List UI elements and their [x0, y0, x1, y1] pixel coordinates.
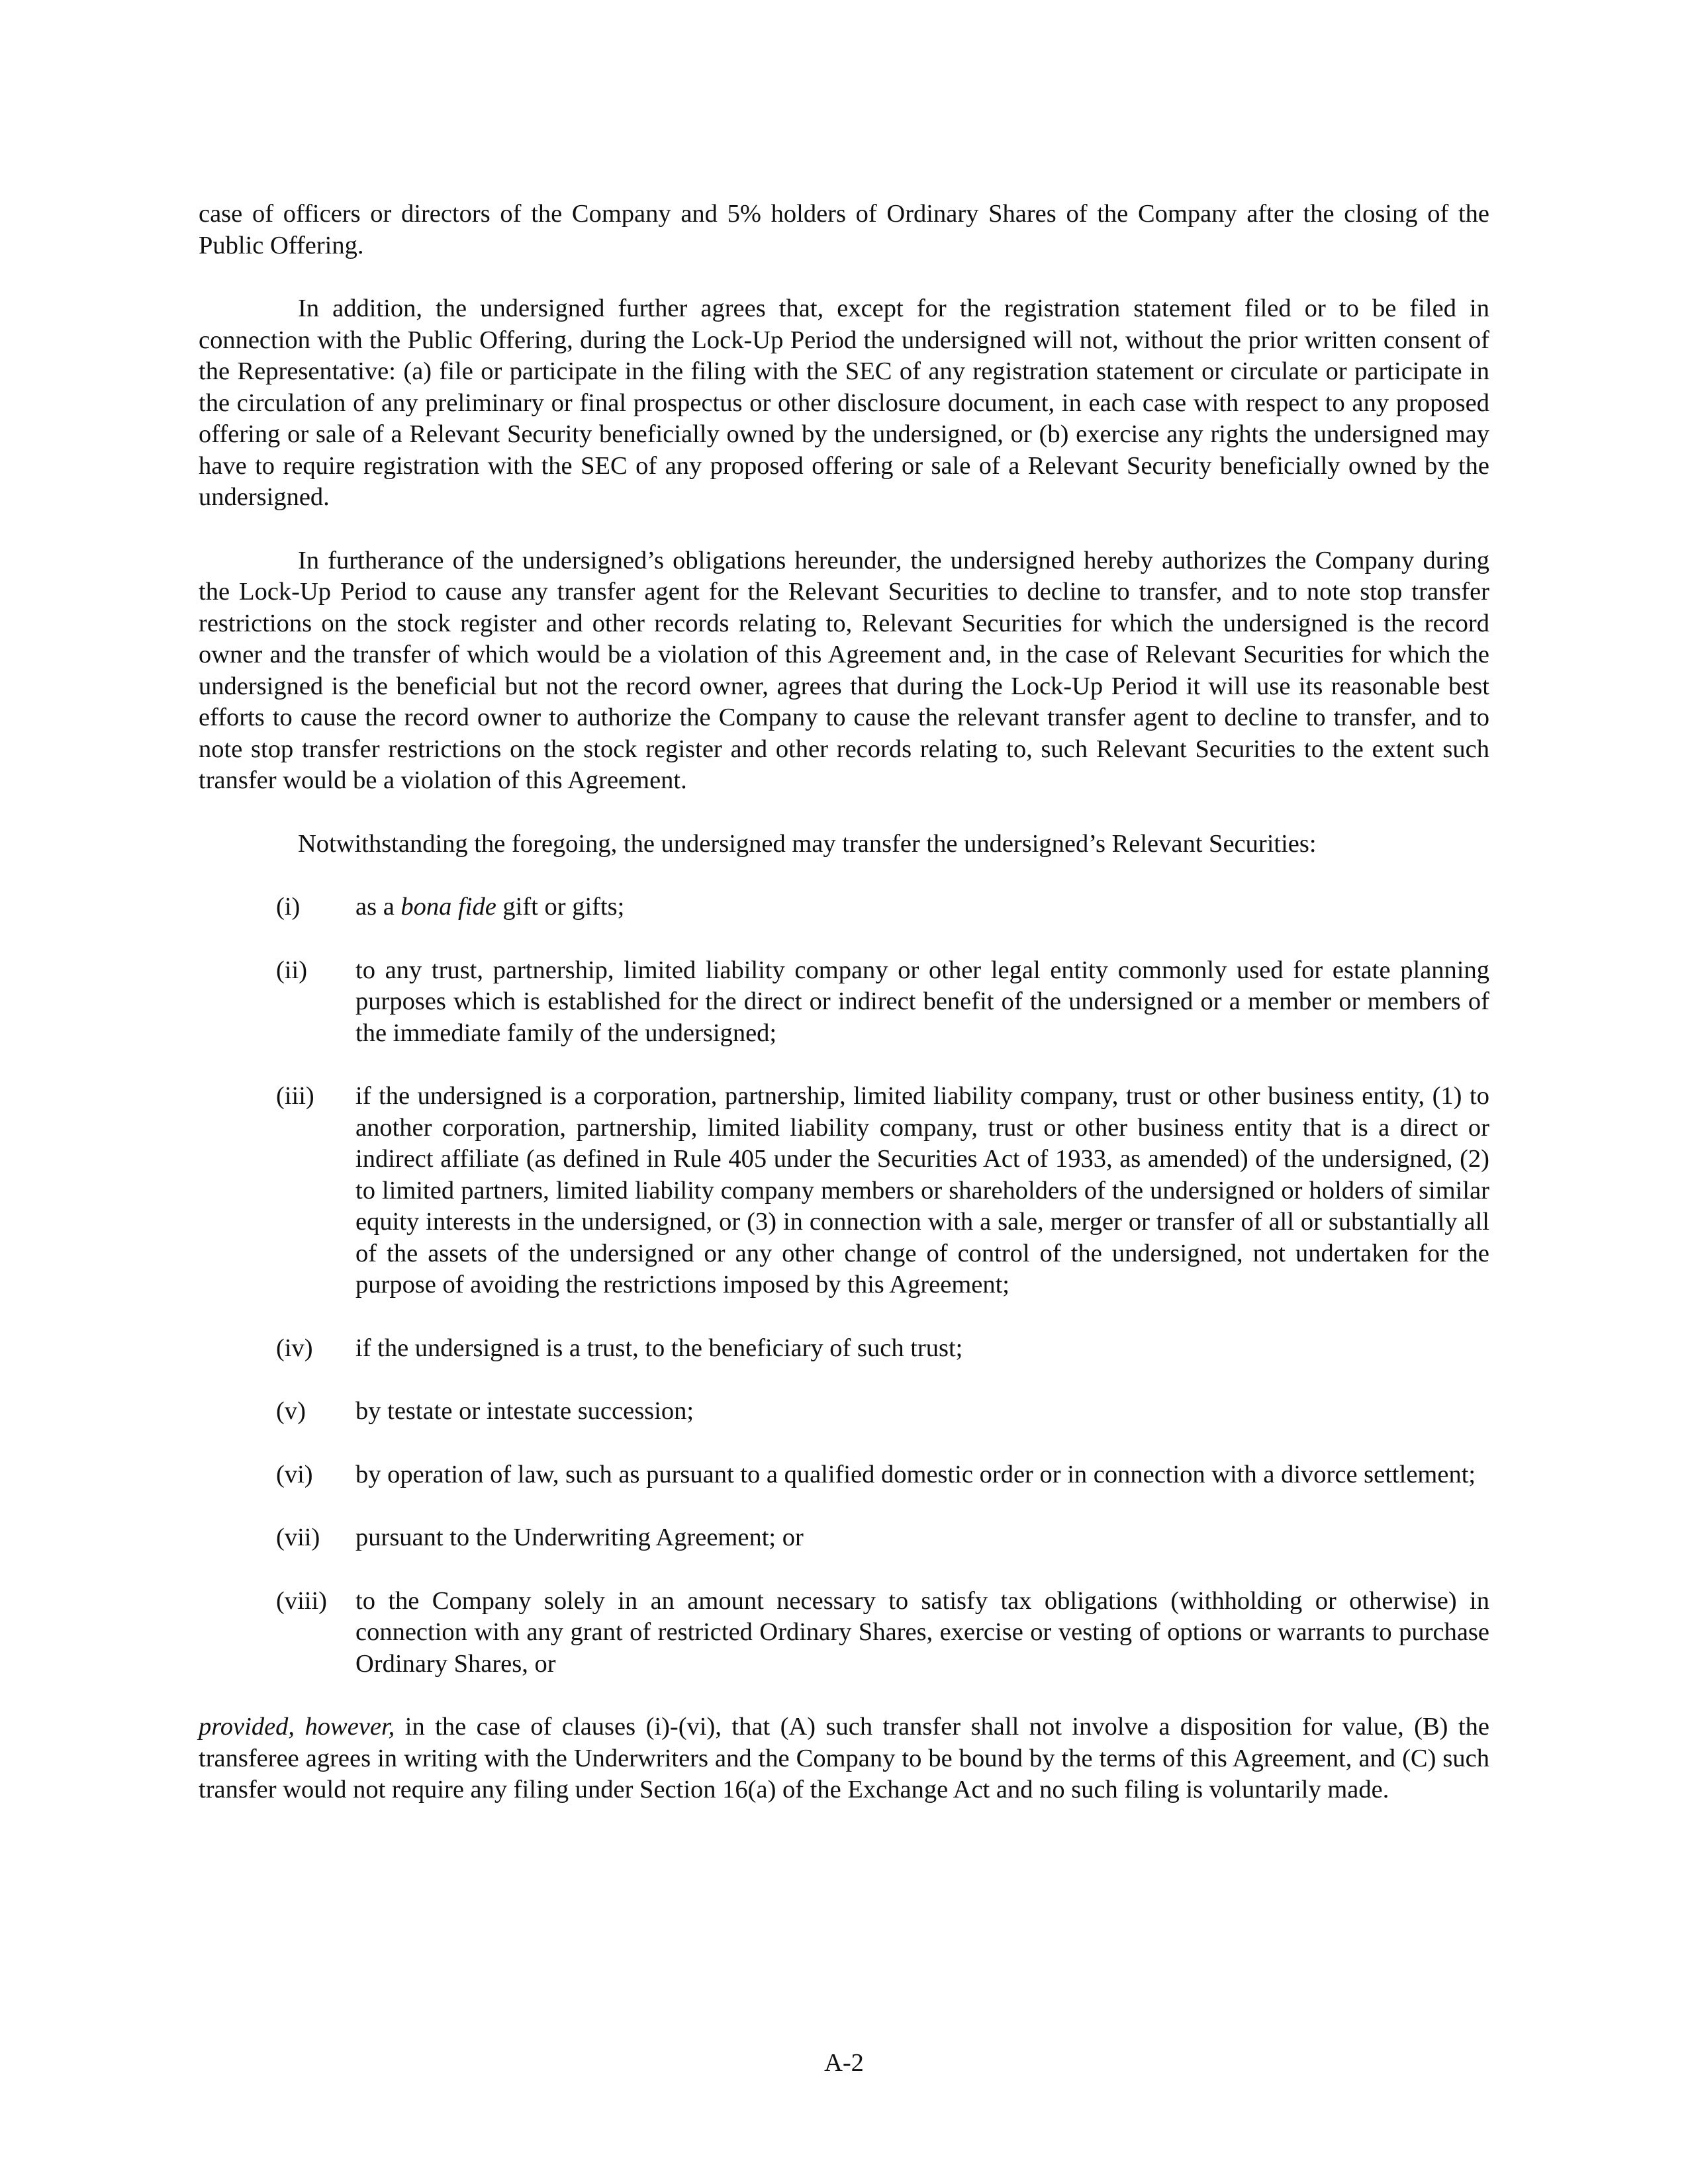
list-item-text: if the undersigned is a corporation, partnership, limited liability company, trust or other business entity, (1) to another corporation, partnership, limited liability company, trust or other business entity that is a direct or indirect affiliate (as defined in Rule 405 under the Securities Act of 1933, as amended) of the undersigned, (2) to limited partners, limited liability company members or shareholders of the undersigned or holders of similar equity interests in the undersigned, or (3) in connection with a sale, merger or transfer of all or substantially all of the assets of the undersigned or any other change of control of the undersigned, not undertaken for the purpose of avoiding the restrictions imposed by this Agreement;	[355, 1082, 1489, 1298]
italic-term: provided, however,	[199, 1713, 395, 1741]
notwithstanding-paragraph: Notwithstanding the foregoing, the undersigned may transfer the undersigned’s Relevant Securities:	[298, 829, 1317, 858]
list-item	[199, 1459, 1489, 1491]
list-item-text: by testate or intestate succession;	[355, 1397, 694, 1425]
list-item-text: as a bona fide gift or gifts;	[355, 893, 625, 921]
list-item-number: (i)	[276, 893, 301, 921]
italic-term: bona fide	[400, 893, 496, 921]
continuation-paragraph: case of officers or directors of the Company and 5% holders of Ordinary Shares of the Company after the closing of the Public Offering.	[199, 200, 1489, 259]
list-item-number: (iii)	[276, 1082, 314, 1110]
list-item-text: pursuant to the Underwriting Agreement; or	[355, 1524, 804, 1551]
list-item	[199, 891, 1489, 923]
list-item-number: (ii)	[276, 956, 308, 984]
list-item-text: if the undersigned is a trust, to the beneficiary of such trust;	[355, 1334, 963, 1362]
list-item-number: (v)	[276, 1397, 306, 1425]
list-item-text: by operation of law, such as pursuant to a qualified domestic order or in connection with a divorce settlement;	[355, 1460, 1476, 1488]
list-item	[199, 1586, 1489, 1680]
list-item-number: (iv)	[276, 1334, 313, 1362]
document-page	[199, 199, 1489, 1806]
list-item-text: to any trust, partnership, limited liability company or other legal entity commonly used for estate planning purposes which is established for the direct or indirect benefit of the undersigned or a member or members of the immediate family of the undersigned;	[355, 956, 1489, 1047]
list-item	[199, 1081, 1489, 1301]
list-item-number: (vi)	[276, 1460, 313, 1488]
list-item-number: (viii)	[276, 1586, 327, 1615]
list-item	[199, 955, 1489, 1050]
list-item-number: (vii)	[276, 1524, 320, 1551]
provided-however-paragraph: provided, however, in the case of clauses (i)-(vi), that (A) such transfer shall not involve a disposition for value, (B) the transferee agrees in writing with the Underwriters and the Company to be bound by the terms of this Agreement, and (C) such transfer would not require any filing under Section 16(a) of the Exchange Act and no such filing is voluntarily made.	[199, 1713, 1490, 1803]
list-item-text: to the Company solely in an amount necessary to satisfy tax obligations (withholding or otherwise) in connection with any grant of restricted Ordinary Shares, exercise or vesting of options or warrants to purchase Ordinary Shares, or	[355, 1586, 1489, 1678]
registration-paragraph: In addition, the undersigned further agrees that, except for the registration statement filed or to be filed in connection with the Public Offering, during the Lock-Up Period the undersigned will not, without the prior written consent of the Representative: (a) file or participate in the filing with the SEC of any registration statement or circulate or participate in the circulation of any preliminary or final prospectus or other disclosure document, in each case with respect to any proposed offering or sale of a Relevant Security beneficially owned by the undersigned, or (b) exercise any rights the undersigned may have to require registration with the SEC of any proposed offering or sale of a Relevant Security beneficially owned by the undersigned.	[199, 295, 1489, 511]
page-number: A-2	[824, 2049, 864, 2077]
list-item	[199, 1396, 1489, 1428]
furtherance-paragraph: In furtherance of the undersigned’s obligations hereunder, the undersigned hereby authorizes the Company during the Lock-Up Period to cause any transfer agent for the Relevant Securities to decline to transfer, and to note stop transfer restrictions on the stock register and other records relating to, Relevant Securities for which the undersigned is the record owner and the transfer of which would be a violation of this Agreement and, in the case of Relevant Securities for which the undersigned is the beneficial but not the record owner, agrees that during the Lock-Up Period it will use its reasonable best efforts to cause the record owner to authorize the Company to cause the relevant transfer agent to decline to transfer, and to note stop transfer restrictions on the stock register and other records relating to, such Relevant Securities to the extent such transfer would be a violation of this Agreement.	[199, 546, 1489, 794]
list-item	[199, 1522, 1489, 1554]
list-item	[199, 1333, 1489, 1365]
